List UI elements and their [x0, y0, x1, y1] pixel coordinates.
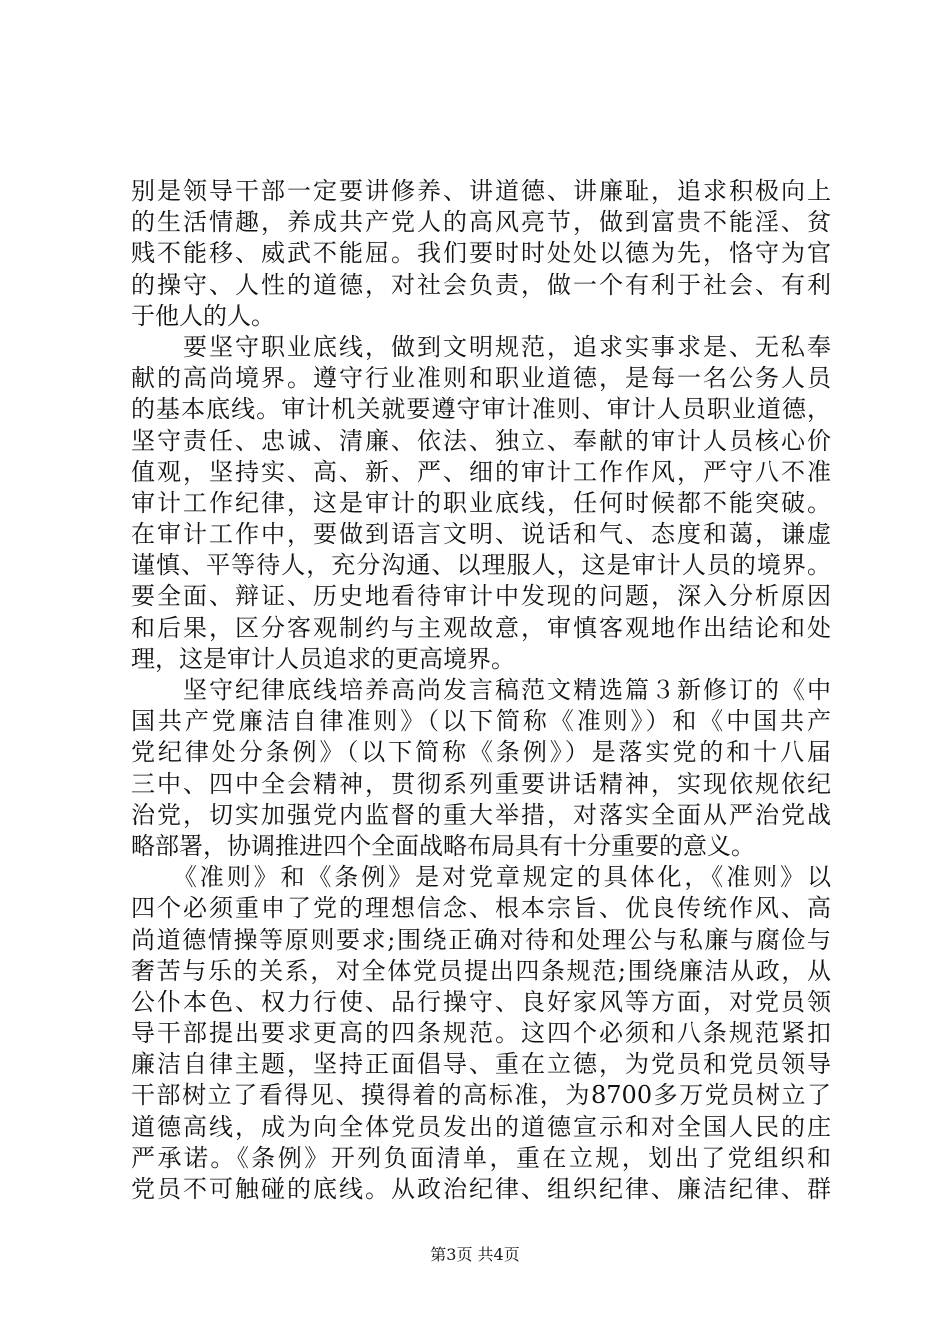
text-line: 于他人的人。 [131, 301, 275, 330]
text-line: 国共产党廉洁自律准则》（以下简称《准则》）和《中国共产 [131, 707, 831, 736]
text-line: 谨慎、平等待人，充分沟通、以理服人，这是审计人员的境界。 [131, 551, 831, 580]
page-number-footer: 第3页 共4页 [430, 1245, 520, 1264]
text-line: 三中、四中全会精神，贯彻系列重要讲话精神，实现依规依纪 [131, 769, 831, 798]
text-line: 廉洁自律主题，坚持正面倡导、重在立德，为党员和党员领导 [131, 1050, 831, 1079]
text-line: 的基本底线。审计机关就要遵守审计准则、审计人员职业道德， [131, 395, 831, 424]
paragraph-4 [131, 862, 831, 1205]
text-line: 和后果，区分客观制约与主观故意，审慎客观地作出结论和处 [131, 613, 831, 642]
text-line: 严承诺。《条例》开列负面清单，重在立规，划出了党组织和 [131, 1143, 831, 1172]
document-body [131, 176, 831, 1205]
text-line: 尚道德情操等原则要求;围绕正确对待和处理公与私廉与腐俭与 [131, 925, 831, 954]
paragraph-2 [131, 332, 831, 675]
text-line: 要坚守职业底线，做到文明规范，追求实事求是、无私奉 [131, 332, 831, 361]
text-line: 四个必须重申了党的理想信念、根本宗旨、优良传统作风、高 [131, 894, 831, 923]
text-line: 要全面、辩证、历史地看待审计中发现的问题，深入分析原因 [131, 582, 831, 611]
text-line: 别是领导干部一定要讲修养、讲道德、讲廉耻，追求积极向上 [131, 177, 831, 205]
text-line: 党员不可触碰的底线。从政治纪律、组织纪律、廉洁纪律、群 [131, 1175, 831, 1203]
text-line: 奢苦与乐的关系，对全体党员提出四条规范;围绕廉洁从政，从 [131, 956, 831, 985]
text-line: 治党，切实加强党内监督的重大举措，对落实全面从严治党战 [131, 800, 831, 829]
text-line: 理，这是审计人员追求的更高境界。 [131, 644, 515, 673]
text-line: 审计工作纪律，这是审计的职业底线，任何时候都不能突破。 [131, 488, 831, 517]
text-line: 值观，坚持实、高、新、严、细的审计工作作风，严守八不准 [131, 457, 831, 486]
text-line: 公仆本色、权力行使、品行操守、良好家风等方面，对党员领 [131, 987, 831, 1016]
text-line: 在审计工作中，要做到语言文明、说话和气、态度和蔼，谦虚 [131, 520, 831, 549]
text-line: 《准则》和《条例》是对党章规定的具体化，《准则》以 [131, 863, 831, 892]
text-line: 略部署，协调推进四个全面战略布局具有十分重要的意义。 [131, 831, 755, 860]
text-line: 坚守责任、忠诚、清廉、依法、独立、奉献的审计人员核心价 [131, 426, 831, 455]
text-line: 干部树立了看得见、摸得着的高标准，为8700多万党员树立了 [131, 1081, 831, 1110]
text-line: 道德高线，成为向全体党员发出的道德宣示和对全国人民的庄 [131, 1112, 831, 1141]
text-line: 导干部提出要求更高的四条规范。这四个必须和八条规范紧扣 [131, 1019, 831, 1048]
text-line: 贱不能移、威武不能屈。我们要时时处处以德为先，恪守为官 [131, 239, 831, 268]
text-line: 党纪律处分条例》（以下简称《条例》）是落实党的和十八届 [131, 738, 831, 767]
text-line: 的操守、人性的道德，对社会负责，做一个有利于社会、有利 [131, 270, 831, 299]
text-line: 献的高尚境界。遵守行业准则和职业道德，是每一名公务人员 [131, 364, 831, 393]
text-line: 的生活情趣，养成共产党人的高风亮节，做到富贵不能淫、贫 [131, 208, 831, 237]
paragraph-1 [131, 176, 831, 332]
paragraph-3 [131, 675, 831, 862]
text-line: 坚守纪律底线培养高尚发言稿范文精选篇３新修订的《中 [131, 676, 831, 704]
